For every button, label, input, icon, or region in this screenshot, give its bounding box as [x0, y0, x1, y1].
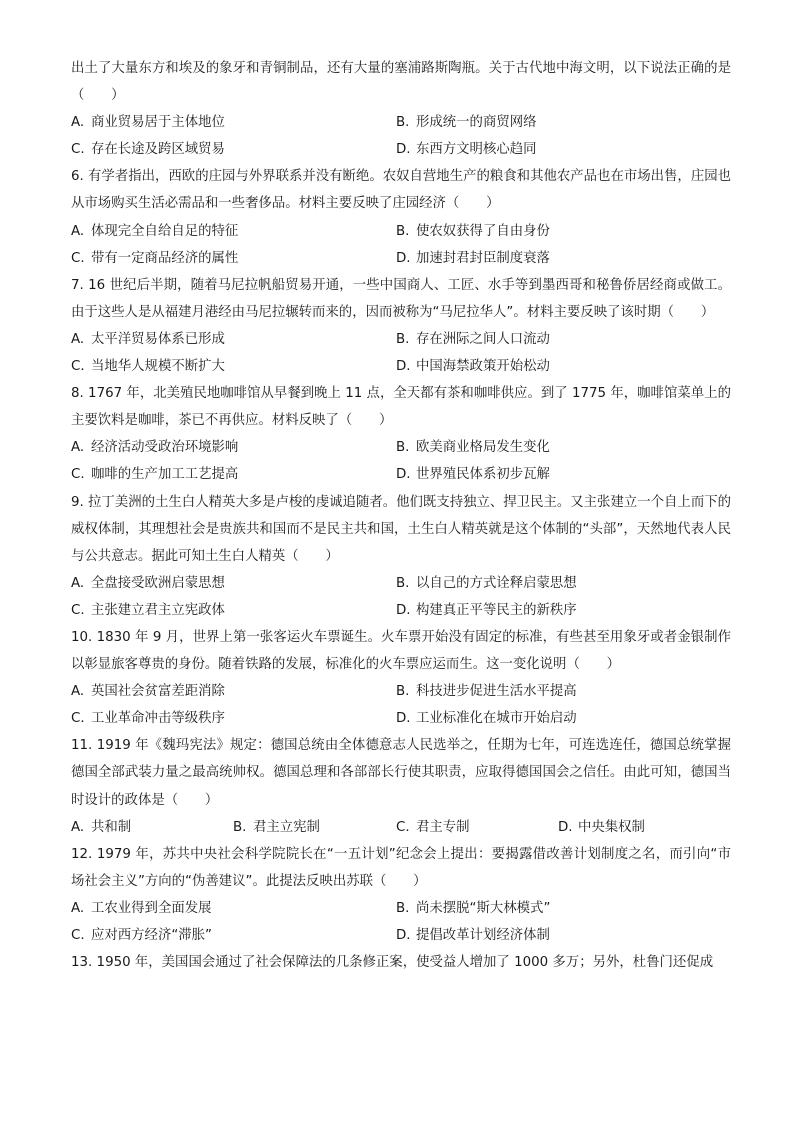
answer-option-a[interactable]: [71, 326, 225, 353]
option-label: D.: [558, 819, 573, 835]
question-stem: 12. 1979 年，苏共中央社会科学院院长在“一五计划”纪念会上提出：要揭露借改善计划制度之名，而引向“市场社会主义”方向的“伪善建议”。此提法反映出苏联（ ）: [71, 846, 731, 889]
answer-option-d[interactable]: [396, 461, 550, 488]
option-text: 应对西方经济“滞胀”: [91, 928, 212, 943]
option-label: A.: [71, 900, 85, 916]
option-text: 君主专制: [416, 819, 470, 835]
option-label: D.: [396, 142, 411, 158]
answer-option-a[interactable]: [71, 109, 225, 136]
option-label: A.: [71, 819, 85, 835]
question-stem: 11. 1919 年《魏玛宪法》规定：德国总统由全体德意志人民选举之，任期为七年，可连选连任，德国总统掌握德国全部武装力量之最高统帅权。德国总理和各部部长行使其职责，应取得德国国会之信任。由此可知，德国当时设计的政体是（ ）: [71, 738, 731, 808]
question-block: [71, 272, 731, 380]
option-text: 经济活动受政治环境影响: [91, 440, 239, 456]
answer-option-b[interactable]: [396, 434, 550, 461]
option-label: A.: [71, 331, 85, 347]
option-text: 工农业得到全面发展: [91, 900, 212, 916]
answer-option-c[interactable]: [396, 814, 470, 841]
answer-option-a[interactable]: [71, 895, 212, 922]
option-row: [71, 895, 731, 922]
option-label: A.: [71, 684, 85, 700]
option-text: 中央集权制: [578, 819, 645, 835]
option-row: [71, 922, 731, 949]
option-label: C.: [71, 467, 85, 483]
option-row: [71, 353, 731, 380]
option-text: 加速封君封臣制度衰落: [416, 250, 550, 266]
option-label: D.: [396, 359, 411, 375]
option-label: D.: [396, 602, 411, 618]
question-stem: 8. 1767 年，北美殖民地咖啡馆从早餐到晚上 11 点，全天都有茶和咖啡供应。到了 1775 年，咖啡馆菜单上的主要饮料是咖啡，茶已不再供应。材料反映了（ ）: [71, 386, 731, 429]
option-text: 君主立宪制: [253, 819, 320, 835]
answer-option-c[interactable]: [71, 705, 225, 732]
answer-option-c[interactable]: [71, 353, 225, 380]
option-text: 英国社会贫富差距消除: [91, 684, 225, 700]
option-text: 使农奴获得了自由身份: [416, 223, 550, 239]
option-label: D.: [396, 250, 411, 266]
answer-option-d[interactable]: [396, 705, 577, 732]
option-row: [71, 109, 731, 136]
option-label: C.: [71, 359, 85, 375]
option-row: [71, 597, 731, 624]
option-text: 全盘接受欧洲启蒙思想: [91, 575, 225, 591]
option-text: 欧美商业格局发生变化: [416, 440, 550, 456]
option-text: 体现完全自给自足的特征: [91, 223, 239, 239]
answer-option-d[interactable]: [558, 814, 645, 841]
option-text: 存在长途及跨区域贸易: [91, 142, 225, 158]
option-row: [71, 245, 731, 272]
question-block: [71, 732, 731, 840]
answer-option-b[interactable]: [396, 326, 550, 353]
option-text: 东西方文明核心趋同: [416, 142, 537, 158]
answer-option-a[interactable]: [71, 678, 225, 705]
question-block: [71, 949, 731, 976]
option-label: D.: [396, 711, 411, 727]
answer-option-d[interactable]: [396, 245, 550, 272]
answer-option-b[interactable]: [396, 109, 537, 136]
answer-option-b[interactable]: [396, 895, 550, 922]
option-label: B.: [396, 115, 410, 131]
option-label: C.: [71, 142, 85, 158]
answer-option-d[interactable]: [396, 353, 550, 380]
option-label: B.: [396, 684, 410, 700]
answer-option-a[interactable]: [71, 218, 238, 245]
answer-option-b[interactable]: [396, 678, 577, 705]
option-label: C.: [71, 602, 85, 618]
answer-option-b[interactable]: [396, 570, 577, 597]
option-text: 工业标准化在城市开始启动: [416, 711, 577, 727]
answer-option-d[interactable]: [396, 136, 537, 163]
option-text: 世界殖民体系初步瓦解: [416, 467, 550, 483]
answer-option-c[interactable]: [71, 922, 212, 949]
answer-option-d[interactable]: [396, 597, 577, 624]
option-label: B.: [396, 331, 410, 347]
answer-option-c[interactable]: [71, 597, 225, 624]
answer-option-a[interactable]: [71, 434, 238, 461]
option-label: B.: [233, 819, 247, 835]
option-text: 构建真正平等民主的新秩序: [416, 602, 577, 618]
option-row: [71, 218, 731, 245]
option-row: [71, 326, 731, 353]
question-stem: 13. 1950 年，美国国会通过了社会保障法的几条修正案，使受益人增加了 1000 多万；另外，杜鲁门还促成: [71, 955, 714, 971]
option-row: [71, 461, 731, 488]
option-label: C.: [71, 250, 85, 266]
question-stem: 6. 有学者指出，西欧的庄园与外界联系并没有断绝。农奴自营地生产的粮食和其他农产品也在市场出售，庄园也从市场购买生活必需品和一些奢侈品。材料主要反映了庄园经济（ ）: [71, 169, 731, 212]
option-row: [71, 678, 731, 705]
option-text: 形成统一的商贸网络: [416, 115, 537, 131]
option-label: B.: [396, 575, 410, 591]
question-block: [71, 163, 731, 271]
exam-page: [71, 55, 731, 976]
option-label: C.: [71, 711, 85, 727]
question-block: [71, 624, 731, 732]
option-row: [71, 136, 731, 163]
option-text: 商业贸易居于主体地位: [91, 115, 225, 131]
option-text: 提倡改革计划经济体制: [416, 928, 550, 943]
answer-option-b[interactable]: [396, 218, 550, 245]
answer-option-b[interactable]: [233, 814, 320, 841]
option-label: B.: [396, 440, 410, 456]
question-block: [71, 489, 731, 624]
option-text: 尚未摆脱“斯大林模式”: [416, 900, 551, 916]
option-text: 当地华人规模不断扩大: [91, 359, 225, 375]
option-label: B.: [396, 900, 410, 916]
question-block: [71, 841, 731, 949]
option-label: A.: [71, 223, 85, 239]
option-text: 主张建立君主立宪政体: [91, 602, 225, 618]
option-text: 共和制: [91, 819, 132, 835]
question-stem: 10. 1830 年 9 月，世界上第一张客运火车票诞生。火车票开始没有固定的标准，有些甚至用象牙或者金银制作以彰显旅客尊贵的身份。随着铁路的发展，标准化的火车票应运而生。这一变化说明（ ）: [71, 629, 731, 673]
question-block: [71, 380, 731, 488]
option-row: [71, 434, 731, 461]
question-stem: 出土了大量东方和埃及的象牙和青铜制品，还有大量的塞浦路斯陶瓶。关于古代地中海文明，以下说法正确的是（ ）: [71, 61, 731, 104]
answer-option-c[interactable]: [71, 136, 225, 163]
option-text: 带有一定商品经济的属性: [91, 250, 239, 266]
option-row: [71, 814, 731, 841]
answer-option-c[interactable]: [71, 245, 238, 272]
answer-option-a[interactable]: [71, 570, 225, 597]
option-text: 以自己的方式诠释启蒙思想: [416, 575, 577, 591]
option-label: C.: [71, 928, 85, 943]
option-label: B.: [396, 223, 410, 239]
option-row: [71, 570, 731, 597]
answer-option-d[interactable]: [396, 922, 550, 949]
option-text: 科技进步促进生活水平提高: [416, 684, 577, 700]
option-text: 存在洲际之间人口流动: [416, 331, 550, 347]
option-text: 工业革命冲击等级秩序: [91, 711, 225, 727]
option-row: [71, 705, 731, 732]
option-label: D.: [396, 467, 411, 483]
option-text: 太平洋贸易体系已形成: [91, 331, 225, 347]
answer-option-c[interactable]: [71, 461, 238, 488]
question-block: [71, 55, 731, 163]
question-stem: 9. 拉丁美洲的土生白人精英大多是卢梭的虔诚追随者。他们既支持独立、捍卫民主。又主张建立一个自上而下的威权体制，其理想社会是贵族共和国而不是民主共和国，土生白人精英就是这个体制的“头部”，天然地代表人民与公共意志。据此可知土生白人精英（ ）: [71, 494, 731, 564]
option-text: 中国海禁政策开始松动: [416, 359, 550, 375]
option-text: 咖啡的生产加工工艺提高: [91, 467, 239, 483]
option-label: C.: [396, 819, 410, 835]
option-label: D.: [396, 928, 411, 943]
option-label: A.: [71, 115, 85, 131]
option-label: A.: [71, 440, 85, 456]
question-stem: 7. 16 世纪后半期，随着马尼拉帆船贸易开通，一些中国商人、工匠、水手等到墨西哥和秘鲁侨居经商或做工。由于这些人是从福建月港经由马尼拉辗转而来的，因而被称为“马尼拉华人”。材料主要反映了该时期（ ）: [71, 277, 731, 320]
answer-option-a[interactable]: [71, 814, 131, 841]
option-label: A.: [71, 575, 85, 591]
